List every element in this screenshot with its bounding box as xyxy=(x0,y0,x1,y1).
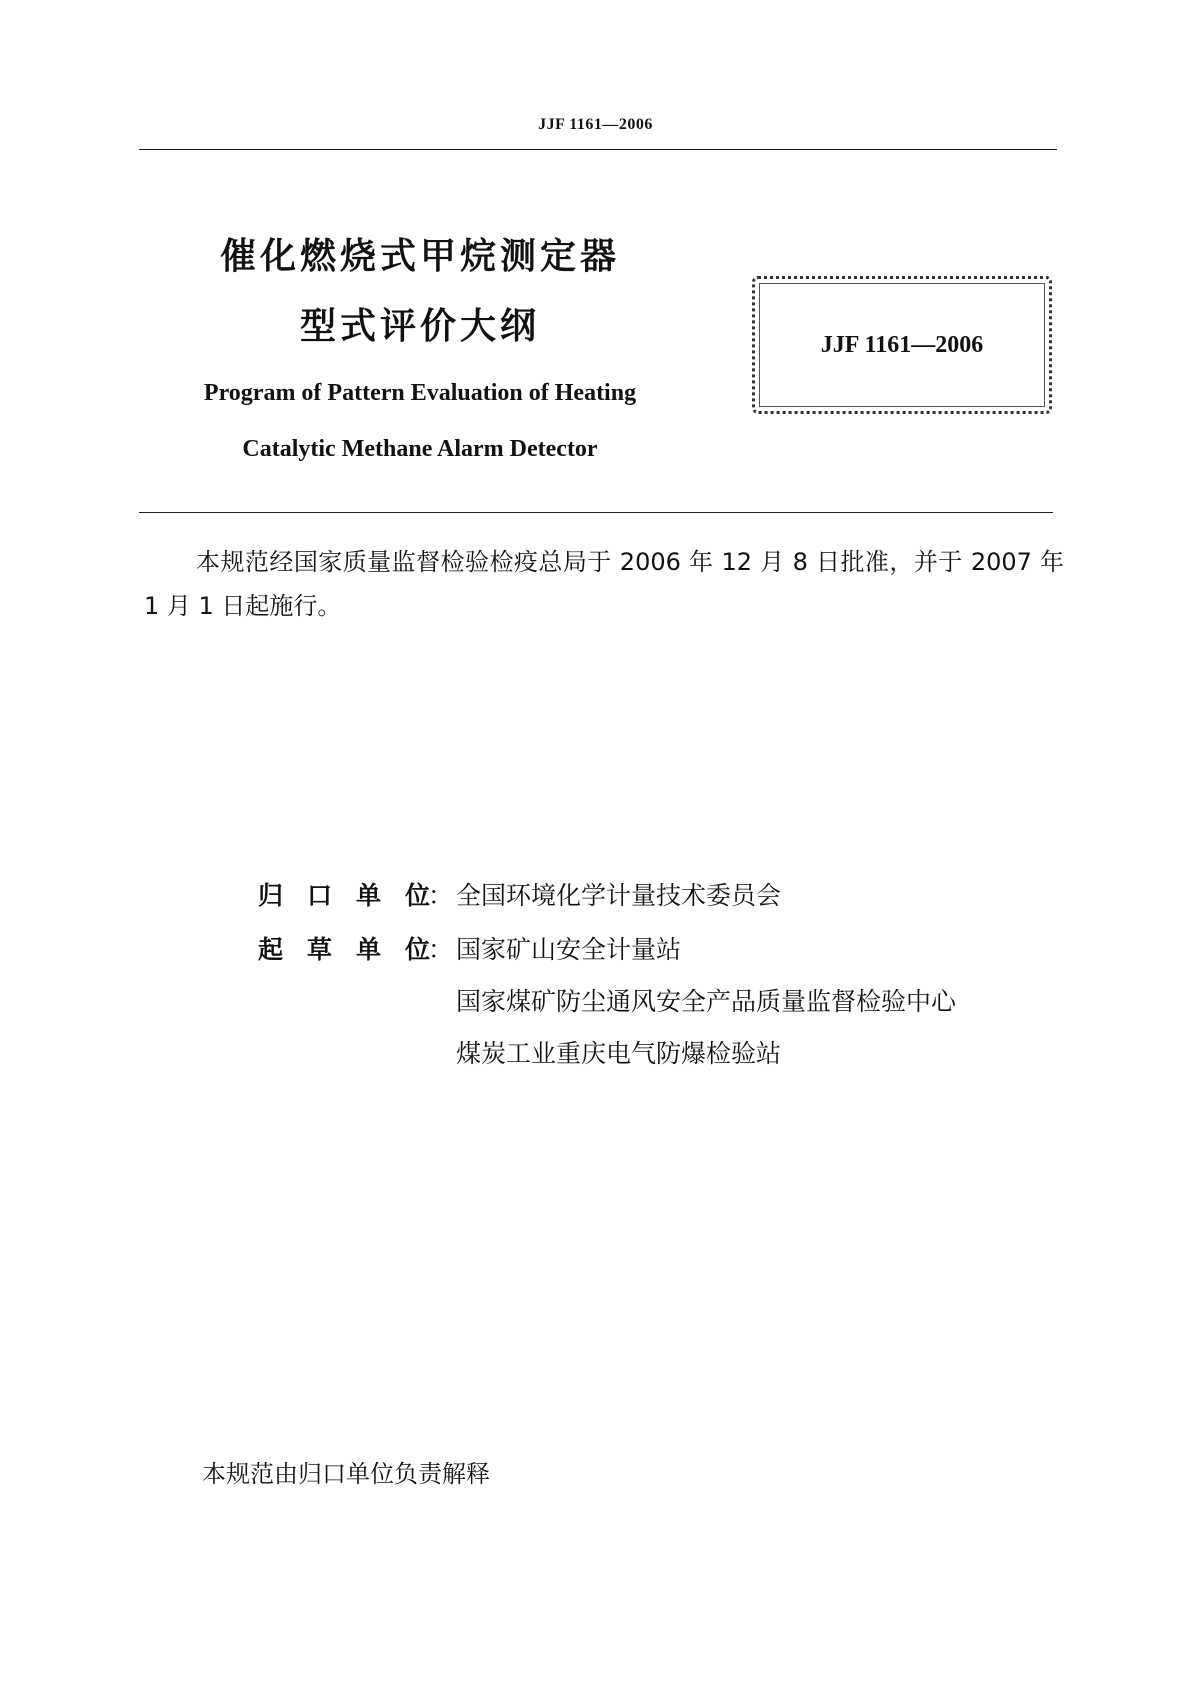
title-chinese-line-1: 催化燃烧式甲烷测定器 xyxy=(219,236,620,277)
interpretation-note: 本规范由归口单位负责解释 xyxy=(202,1460,490,1488)
title-chinese-line-2: 型式评价大纲 xyxy=(299,306,540,347)
label-char: 位 xyxy=(404,935,430,964)
drafting-unit-value-3: 煤炭工业重庆电气防爆检验站 xyxy=(456,1039,782,1068)
label-char: 位 xyxy=(404,881,430,910)
drafting-unit-value-1: 国家矿山安全计量站 xyxy=(456,935,682,964)
label-char: 单 xyxy=(355,881,381,910)
responsible-unit-colon: ： xyxy=(428,881,454,910)
drafting-unit-colon: ： xyxy=(428,935,454,964)
responsible-unit-value: 全国环境化学计量技术委员会 xyxy=(456,881,782,910)
label-char: 草 xyxy=(306,935,332,964)
title-english-line-2: Catalytic Methane Alarm Detector xyxy=(242,436,598,462)
running-header-code: JJF 1161—2006 xyxy=(538,116,653,133)
label-char: 起 xyxy=(258,935,284,964)
responsible-unit-label xyxy=(258,876,430,912)
header-rule xyxy=(139,149,1057,150)
label-char: 口 xyxy=(306,881,332,910)
label-char: 归 xyxy=(258,881,284,910)
standard-code-box xyxy=(752,276,1052,414)
approval-statement: 本规范经国家质量监督检验检疫总局于 2006 年 12 月 8 日批准，并于 2007 年 1 月 1 日起施行。 xyxy=(144,548,1064,620)
standard-code: JJF 1161—2006 xyxy=(820,331,984,358)
title-divider-rule xyxy=(139,512,1053,513)
drafting-unit-label xyxy=(258,930,430,966)
title-english-line-1: Program of Pattern Evaluation of Heating xyxy=(203,380,637,406)
drafting-unit-value-2: 国家煤矿防尘通风安全产品质量监督检验中心 xyxy=(456,987,957,1016)
label-char: 单 xyxy=(355,935,381,964)
